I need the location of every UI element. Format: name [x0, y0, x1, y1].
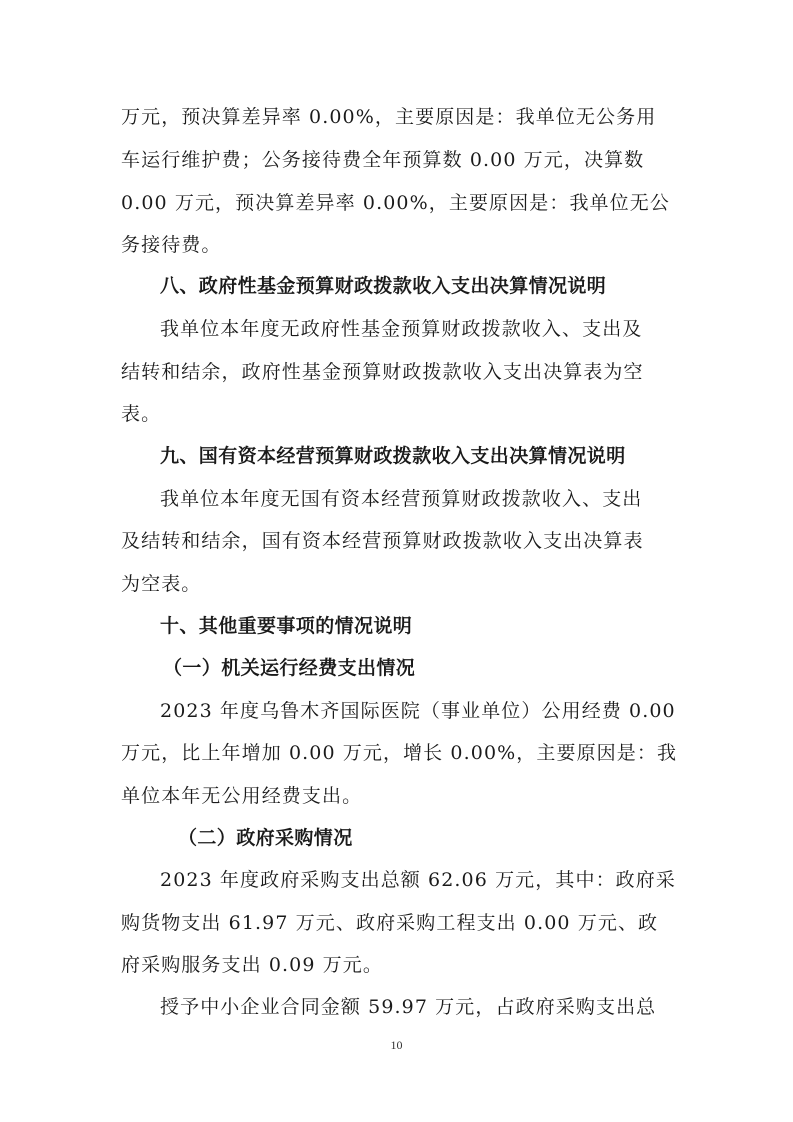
paragraph-line: 授予中小企业合同金额 59.97 万元，占政府采购支出总	[160, 996, 657, 1018]
paragraph-line: 购货物支出 61.97 万元、政府采购工程支出 0.00 万元、政	[121, 912, 659, 934]
paragraph-line: 为空表。	[121, 573, 202, 595]
section-heading-10: 十、其他重要事项的情况说明	[160, 615, 413, 637]
paragraph-line: 府采购服务支出 0.09 万元。	[121, 954, 383, 976]
subsection-heading-1: （一）机关运行经费支出情况	[163, 657, 416, 679]
paragraph-line: 2023 年度乌鲁木齐国际医院（事业单位）公用经费 0.00	[160, 700, 676, 722]
paragraph-line: 单位本年无公用经费支出。	[121, 785, 363, 807]
paragraph-line: 表。	[121, 403, 162, 425]
section-heading-8: 八、政府性基金预算财政拨款收入支出决算情况说明	[160, 275, 607, 297]
paragraph-line: 及结转和结余，国有资本经营预算财政拨款收入支出决算表	[121, 530, 644, 552]
paragraph-line: 务接待费。	[121, 234, 222, 256]
paragraph-line: 万元，比上年增加 0.00 万元，增长 0.00%，主要原因是：我	[121, 742, 678, 764]
paragraph-line: 2023 年度政府采购支出总额 62.06 万元，其中：政府采	[160, 869, 676, 891]
paragraph-line: 0.00 万元，预决算差异率 0.00%，主要原因是：我单位无公	[121, 192, 670, 214]
paragraph-line: 我单位本年度无政府性基金预算财政拨款收入、支出及	[160, 318, 643, 340]
paragraph-line: 我单位本年度无国有资本经营预算财政拨款收入、支出	[160, 488, 643, 510]
subsection-heading-2: （二）政府采购情况	[178, 827, 353, 849]
paragraph-line: 结转和结余，政府性基金预算财政拨款收入支出决算表为空	[121, 361, 644, 383]
paragraph-line: 万元，预决算差异率 0.00%，主要原因是：我单位无公务用	[121, 106, 657, 128]
section-heading-9: 九、国有资本经营预算财政拨款收入支出决算情况说明	[160, 445, 626, 467]
paragraph-line: 车运行维护费；公务接待费全年预算数 0.00 万元，决算数	[121, 149, 645, 171]
page-number: 10	[390, 1038, 403, 1052]
